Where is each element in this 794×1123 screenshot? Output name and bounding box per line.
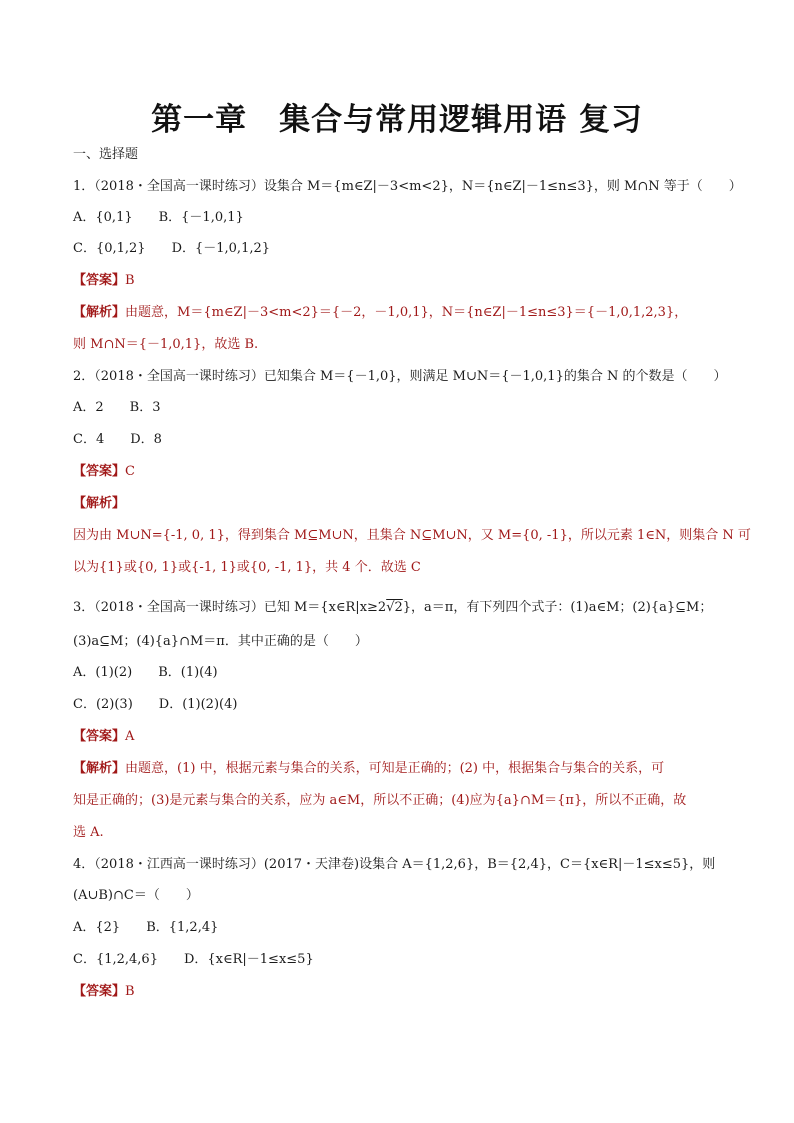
question-3-options-cd: C．(2)(3) D．(1)(2)(4) [73, 697, 238, 712]
question-4-stem-cont: (A∪B)∩C＝（ ） [73, 888, 199, 903]
analysis-text: 由题意，M＝{m∈Z|－3<m<2}＝{－2，－1,0,1}，N＝{n∈Z|－1≤n≤3}＝{－1,0,1,2,3}， [125, 305, 688, 320]
analysis-tag: 【解析】 [73, 305, 126, 320]
question-3-stem-cont: (3)a⊆M；(4){a}∩M＝π．其中正确的是（ ） [73, 634, 368, 649]
question-3-answer [73, 728, 733, 746]
question-2-options-ab: A．2 B．3 [73, 400, 161, 415]
question-2-answer [73, 463, 733, 481]
question-2-stem: 2．（2018・全国高一课时练习）已知集合 M＝{－1,0}，则满足 M∪N＝{－1,0,1}的集合 N 的个数是（ ） [73, 369, 727, 384]
analysis-tag: 【解析】 [73, 496, 126, 511]
answer-value: B [125, 273, 135, 288]
question-1-stem: 1．（2018・全国高一课时练习）设集合 M＝{m∈Z|－3<m<2}，N＝{n∈Z|－1≤n≤3}，则 M∩N 等于（ ） [73, 179, 742, 194]
page-title: 第一章 集合与常用逻辑用语 复习 [151, 102, 643, 138]
question-4-stem: 4．（2018・江西高一课时练习）(2017・天津卷)设集合 A＝{1,2,6}，B＝{2,4}，C＝{x∈R|－1≤x≤5}，则 [73, 857, 716, 872]
answer-value: B [125, 984, 135, 999]
question-1-analysis [73, 304, 733, 322]
question-3-stem [73, 599, 733, 617]
question-3-analysis [73, 760, 733, 778]
question-2-options-cd: C．4 D．8 [73, 432, 162, 447]
question-4-answer [73, 983, 733, 1001]
question-2-analysis-tag [73, 495, 733, 513]
question-1-analysis-cont: 则 M∩N＝{－1,0,1}，故选 B. [73, 337, 259, 352]
analysis-tag: 【解析】 [73, 761, 126, 776]
answer-value: C [125, 464, 135, 479]
question-3-options-ab: A．(1)(2) B．(1)(4) [73, 665, 218, 680]
question-1-answer [73, 272, 733, 290]
answer-tag: 【答案】 [73, 984, 126, 999]
stem-part-1: 3．（2018・全国高一课时练习）已知 M＝{x∈R|x≥2 [73, 600, 387, 615]
question-3-analysis-2: 知是正确的；(3)是元素与集合的关系，应为 a∈M，所以不正确；(4)应为{a}∩M＝{π}，所以不正确，故 [73, 793, 687, 808]
question-1-options-cd: C．{0,1,2} D．{－1,0,1,2} [73, 241, 271, 256]
answer-tag: 【答案】 [73, 729, 126, 744]
sqrt-two: √2 [386, 600, 403, 615]
answer-value: A [125, 729, 135, 744]
answer-tag: 【答案】 [73, 464, 126, 479]
section-heading: 一、选择题 [73, 147, 139, 162]
question-4-options-ab: A．{2} B．{1,2,4} [73, 920, 219, 935]
question-2-analysis-1: 因为由 M∪N={-1, 0, 1}，得到集合 M⊆M∪N，且集合 N⊆M∪N，又 M={0, -1}，所以元素 1∈N，则集合 N 可 [73, 528, 751, 543]
question-4-options-cd: C．{1,2,4,6} D．{x∈R|－1≤x≤5} [73, 952, 314, 967]
stem-part-2: }，a＝π，有下列四个式子：(1)a∈M；(2){a}⊆M； [402, 600, 713, 615]
question-1-options-ab: A．{0,1} B．{－1,0,1} [73, 210, 244, 225]
analysis-text: 由题意，(1) 中，根据元素与集合的关系，可知是正确的；(2) 中，根据集合与集合的关系，可 [125, 761, 665, 776]
question-2-analysis-2: 以为{1}或{0, 1}或{-1, 1}或{0, -1, 1}，共 4 个．故选 C [73, 560, 421, 575]
answer-tag: 【答案】 [73, 273, 126, 288]
question-3-analysis-3: 选 A. [73, 825, 104, 840]
